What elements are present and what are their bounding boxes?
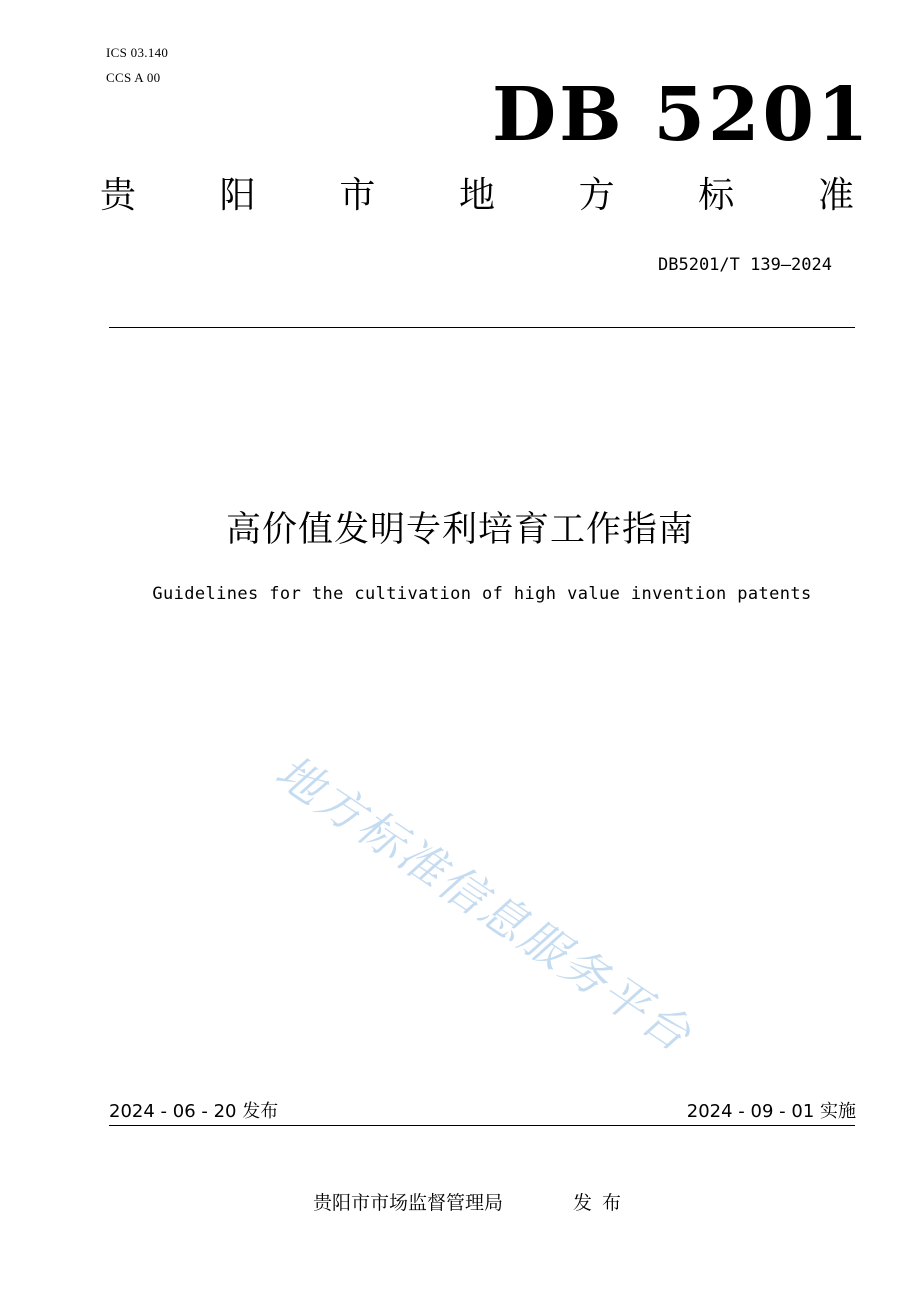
ics-code: ICS 03.140 [106, 45, 169, 60]
standard-type-char: 准 [817, 175, 854, 216]
publish-date: 2024 - 06 - 20 发布 [109, 1101, 279, 1122]
issuer-action: 发布 [573, 1192, 632, 1214]
watermark: 地方标准信息服务平台 [266, 744, 703, 1063]
standard-type-char: 阳 [219, 175, 256, 216]
standard-type-char: 地 [458, 175, 495, 216]
standard-type-char: 标 [698, 175, 735, 216]
db-logo: DB 5201 [492, 72, 872, 158]
issuer-name: 贵阳市市场监督管理局 [313, 1192, 504, 1214]
document-title-cn: 高价值发明专利培育工作指南 [225, 510, 694, 550]
implement-date: 2024 - 09 - 01 实施 [686, 1101, 856, 1122]
standard-type-char: 贵 [100, 175, 137, 216]
document-title-en: Guidelines for the cultivation of high value invention patents [152, 584, 812, 604]
bottom-divider [109, 1125, 855, 1126]
standard-code: DB5201/T 139—2024 [658, 255, 832, 275]
standard-type-heading [100, 175, 854, 216]
standard-type-char: 方 [578, 175, 615, 216]
top-divider [109, 327, 855, 328]
standard-type-char: 市 [339, 175, 376, 216]
ccs-code: CCS A 00 [106, 70, 161, 85]
